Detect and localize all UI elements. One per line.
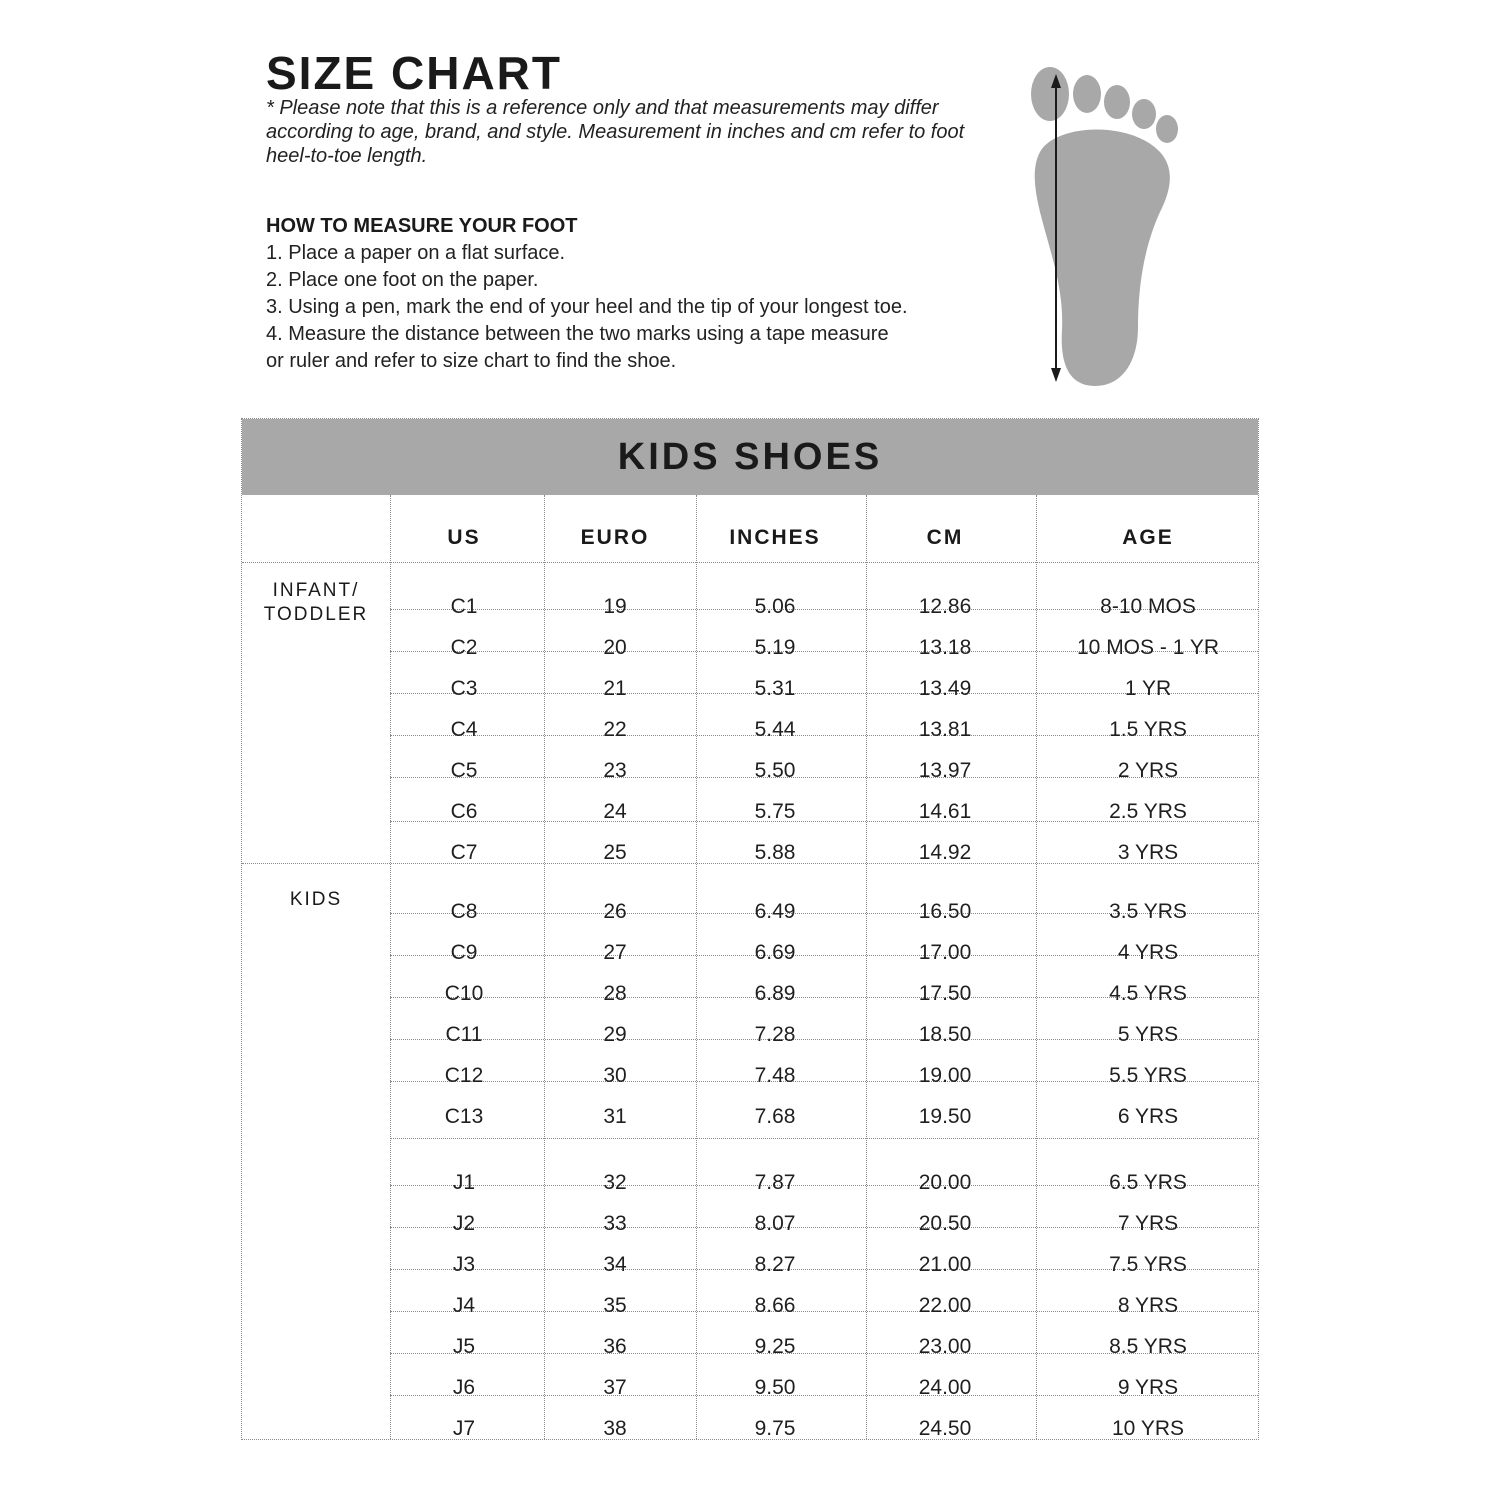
cell-euro: 35 bbox=[603, 1294, 627, 1317]
cell-euro: 26 bbox=[603, 900, 627, 923]
cell-cm: 14.92 bbox=[918, 841, 972, 864]
cell-age: 7 YRS bbox=[1117, 1212, 1179, 1235]
column-divider bbox=[1036, 495, 1037, 1439]
cell-euro: 25 bbox=[603, 841, 627, 864]
cell-age: 10 YRS bbox=[1112, 1417, 1184, 1440]
cell-euro: 32 bbox=[603, 1171, 627, 1194]
cell-inches: 7.87 bbox=[754, 1171, 796, 1194]
column-header-cm: CM bbox=[926, 526, 964, 549]
cell-euro: 28 bbox=[603, 982, 627, 1005]
cell-us: J6 bbox=[452, 1376, 476, 1399]
column-header-inches: INCHES bbox=[729, 526, 821, 549]
cell-cm: 16.50 bbox=[918, 900, 972, 923]
cell-us: J3 bbox=[452, 1253, 476, 1276]
cell-inches: 5.50 bbox=[754, 759, 796, 782]
cell-age: 3.5 YRS bbox=[1109, 900, 1187, 923]
cell-euro: 20 bbox=[603, 636, 627, 659]
cell-inches: 6.89 bbox=[754, 982, 796, 1005]
cell-us: C3 bbox=[450, 677, 478, 700]
cell-cm: 13.49 bbox=[918, 677, 972, 700]
cell-us: C11 bbox=[445, 1023, 483, 1046]
cell-age: 5.5 YRS bbox=[1109, 1064, 1187, 1087]
cell-age: 7.5 YRS bbox=[1109, 1253, 1187, 1276]
cell-cm: 18.50 bbox=[918, 1023, 972, 1046]
cell-cm: 22.00 bbox=[918, 1294, 972, 1317]
howto-heading: HOW TO MEASURE YOUR FOOT bbox=[266, 215, 578, 237]
howto-step: 1. Place a paper on a flat surface. bbox=[266, 242, 566, 264]
cell-us: C13 bbox=[444, 1105, 484, 1128]
cell-inches: 9.75 bbox=[754, 1417, 796, 1440]
cell-euro: 37 bbox=[603, 1376, 627, 1399]
cell-age: 1.5 YRS bbox=[1109, 718, 1187, 741]
cell-us: C8 bbox=[450, 900, 478, 923]
group-label bbox=[242, 579, 390, 627]
cell-us: J5 bbox=[452, 1335, 476, 1358]
cell-us: J4 bbox=[452, 1294, 476, 1317]
group-label-line: TODDLER bbox=[263, 604, 369, 625]
cell-euro: 27 bbox=[603, 941, 627, 964]
size-table bbox=[241, 418, 1259, 1440]
cell-inches: 5.44 bbox=[754, 718, 796, 741]
cell-euro: 23 bbox=[603, 759, 627, 782]
cell-age: 1 YR bbox=[1124, 677, 1172, 700]
column-header-age: AGE bbox=[1122, 526, 1174, 549]
cell-us: C6 bbox=[450, 800, 478, 823]
cell-euro: 24 bbox=[603, 800, 627, 823]
cell-inches: 5.31 bbox=[754, 677, 796, 700]
cell-euro: 38 bbox=[603, 1417, 627, 1440]
cell-cm: 19.50 bbox=[918, 1105, 972, 1128]
cell-euro: 31 bbox=[603, 1105, 627, 1128]
cell-euro: 22 bbox=[603, 718, 627, 741]
cell-us: C4 bbox=[450, 718, 478, 741]
cell-us: J7 bbox=[452, 1417, 476, 1440]
cell-inches: 8.07 bbox=[754, 1212, 796, 1235]
cell-cm: 14.61 bbox=[918, 800, 972, 823]
table-title: KIDS SHOES bbox=[242, 419, 1258, 495]
cell-age: 8 YRS bbox=[1117, 1294, 1179, 1317]
foot-measure-icon bbox=[1020, 62, 1190, 392]
column-header-us: US bbox=[447, 526, 481, 549]
cell-cm: 13.97 bbox=[918, 759, 972, 782]
cell-euro: 33 bbox=[603, 1212, 627, 1235]
cell-cm: 24.50 bbox=[918, 1417, 972, 1440]
cell-cm: 17.50 bbox=[918, 982, 972, 1005]
howto-step: 3. Using a pen, mark the end of your heel and the tip of your longest toe. bbox=[266, 296, 908, 318]
cell-inches: 5.88 bbox=[754, 841, 796, 864]
cell-age: 10 MOS - 1 YR bbox=[1077, 636, 1219, 659]
cell-age: 4 YRS bbox=[1117, 941, 1179, 964]
cell-age: 6.5 YRS bbox=[1109, 1171, 1187, 1194]
cell-inches: 9.50 bbox=[754, 1376, 796, 1399]
cell-us: C2 bbox=[450, 636, 478, 659]
page-title: SIZE CHART bbox=[266, 47, 562, 99]
howto-step: 4. Measure the distance between the two marks using a tape measure bbox=[266, 323, 889, 345]
cell-euro: 19 bbox=[603, 595, 627, 618]
cell-cm: 13.18 bbox=[918, 636, 972, 659]
cell-age: 8.5 YRS bbox=[1109, 1335, 1187, 1358]
cell-us: C7 bbox=[450, 841, 478, 864]
cell-age: 2.5 YRS bbox=[1109, 800, 1187, 823]
cell-us: C10 bbox=[444, 982, 484, 1005]
cell-cm: 13.81 bbox=[918, 718, 972, 741]
cell-age: 2 YRS bbox=[1117, 759, 1179, 782]
cell-euro: 36 bbox=[603, 1335, 627, 1358]
cell-inches: 6.69 bbox=[754, 941, 796, 964]
cell-inches: 8.66 bbox=[754, 1294, 796, 1317]
cell-us: C5 bbox=[450, 759, 478, 782]
cell-euro: 30 bbox=[603, 1064, 627, 1087]
cell-age: 6 YRS bbox=[1117, 1105, 1179, 1128]
cell-us: J1 bbox=[452, 1171, 476, 1194]
group-label bbox=[242, 888, 390, 912]
cell-us: J2 bbox=[452, 1212, 476, 1235]
cell-cm: 24.00 bbox=[918, 1376, 972, 1399]
cell-euro: 29 bbox=[603, 1023, 627, 1046]
cell-age: 9 YRS bbox=[1117, 1376, 1179, 1399]
cell-us: C9 bbox=[450, 941, 478, 964]
cell-inches: 5.06 bbox=[754, 595, 796, 618]
cell-inches: 9.25 bbox=[754, 1335, 796, 1358]
cell-cm: 21.00 bbox=[918, 1253, 972, 1276]
cell-inches: 5.19 bbox=[754, 636, 796, 659]
cell-cm: 23.00 bbox=[918, 1335, 972, 1358]
howto-step: or ruler and refer to size chart to find the shoe. bbox=[266, 350, 677, 372]
disclaimer-note: * Please note that this is a reference only and that measurements may differ according to age, brand, and style. Measurement in inches and cm refer to foot heel-to-toe length. bbox=[266, 97, 965, 167]
cell-inches: 7.68 bbox=[754, 1105, 796, 1128]
column-header-euro: EURO bbox=[580, 526, 650, 549]
cell-cm: 20.50 bbox=[918, 1212, 972, 1235]
cell-inches: 8.27 bbox=[754, 1253, 796, 1276]
cell-inches: 5.75 bbox=[754, 800, 796, 823]
cell-inches: 6.49 bbox=[754, 900, 796, 923]
cell-cm: 19.00 bbox=[918, 1064, 972, 1087]
cell-inches: 7.48 bbox=[754, 1064, 796, 1087]
row-divider bbox=[390, 1138, 1258, 1139]
cell-age: 8-10 MOS bbox=[1100, 595, 1196, 618]
cell-age: 4.5 YRS bbox=[1109, 982, 1187, 1005]
cell-cm: 17.00 bbox=[918, 941, 972, 964]
cell-age: 3 YRS bbox=[1117, 841, 1179, 864]
cell-us: C12 bbox=[444, 1064, 484, 1087]
cell-us: C1 bbox=[450, 595, 478, 618]
howto-steps bbox=[266, 240, 1026, 375]
cell-age: 5 YRS bbox=[1117, 1023, 1179, 1046]
cell-euro: 21 bbox=[603, 677, 627, 700]
group-label-line: KIDS bbox=[289, 889, 343, 910]
cell-inches: 7.28 bbox=[754, 1023, 796, 1046]
howto-step: 2. Place one foot on the paper. bbox=[266, 269, 539, 291]
group-label-line: INFANT/ bbox=[272, 580, 360, 601]
cell-cm: 12.86 bbox=[918, 595, 972, 618]
cell-cm: 20.00 bbox=[918, 1171, 972, 1194]
cell-euro: 34 bbox=[603, 1253, 627, 1276]
